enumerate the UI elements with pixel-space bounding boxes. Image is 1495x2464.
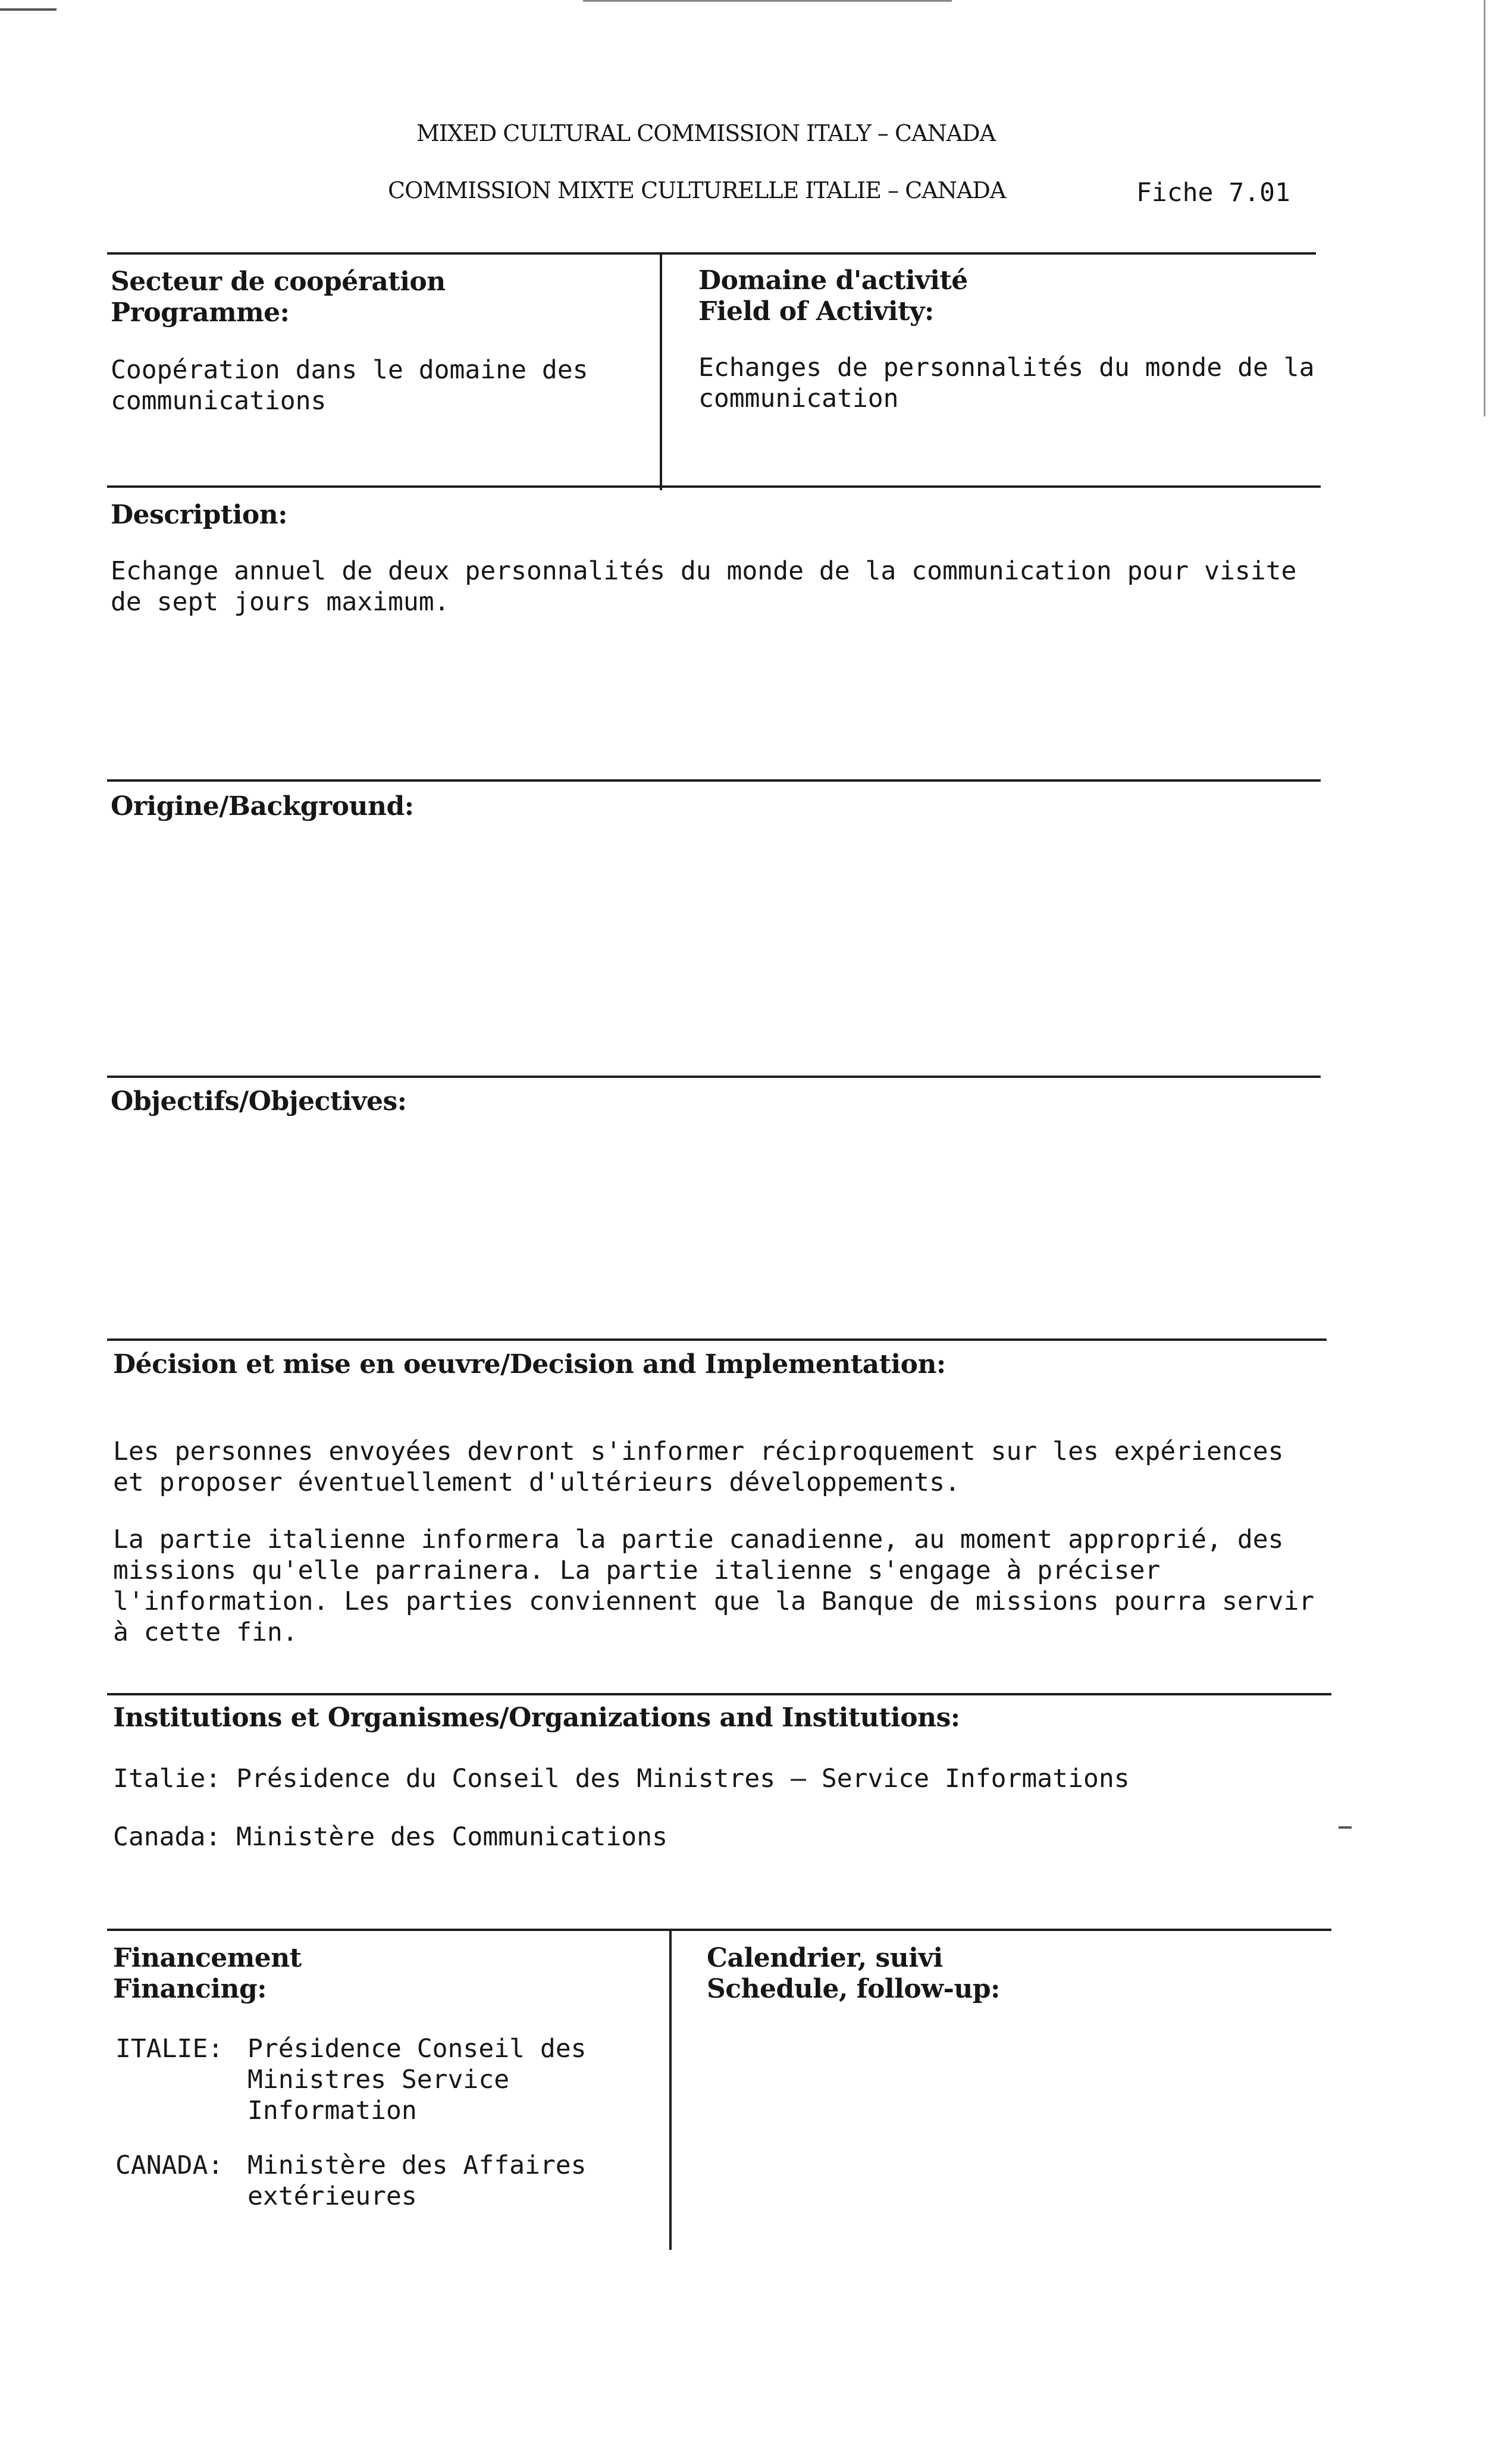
financing-label-line-2: Financing: [113, 1974, 267, 2004]
financing-italy-key: ITALIE: [115, 2034, 224, 2064]
field-label-line-2: Field of Activity: [698, 296, 934, 327]
description-label: Description: [111, 500, 287, 530]
objectives-label: Objectifs/Objectives: [111, 1086, 407, 1117]
field-value: Echanges de personnalités du monde de la communication [698, 353, 1330, 413]
financing-canada-key: CANADA: [115, 2150, 224, 2180]
sector-label [111, 267, 646, 328]
decision-top-rule [107, 1338, 1327, 1341]
institutions-canada: Canada: Ministère des Communications [113, 1822, 667, 1852]
schedule-label-line-1: Calendrier, suivi [707, 1943, 943, 1973]
background-top-rule [107, 779, 1321, 782]
top-box-divider [660, 252, 662, 490]
decision-label: Décision et mise en oeuvre/Decision and Implementation: [113, 1349, 946, 1380]
field-label-line-1: Domaine d'activité [698, 265, 968, 296]
sector-label-line-2: Programme: [111, 297, 290, 328]
scan-mark-right [1339, 1826, 1352, 1829]
fiche-number: Fiche 7.01 [1136, 178, 1290, 208]
sector-label-line-1: Secteur de coopération [111, 267, 446, 297]
scan-mark-top [583, 0, 952, 2]
field-label [698, 265, 1293, 327]
background-label: Origine/Background: [111, 791, 414, 822]
top-box-bottom-rule [107, 485, 1321, 488]
top-box-top-rule [107, 252, 1316, 255]
scan-mark-top-left [0, 8, 57, 11]
title-english: MIXED CULTURAL COMMISSION ITALY – CANADA [416, 120, 996, 146]
financing-italy-value: Présidence Conseil des Ministres Service Information [247, 2034, 602, 2126]
scan-mark-right-edge [1484, 0, 1485, 416]
institutions-label: Institutions et Organismes/Organizations and Institutions: [113, 1703, 960, 1733]
schedule-label-line-2: Schedule, follow-up: [707, 1974, 1000, 2004]
institutions-italy: Italie: Présidence du Conseil des Ministres – Service Informations [113, 1764, 1130, 1794]
institutions-top-rule [107, 1693, 1331, 1695]
financing-label [113, 1943, 648, 2005]
title-french: COMMISSION MIXTE CULTURELLE ITALIE – CANADA [388, 177, 1006, 203]
bottom-box-top-rule [107, 1929, 1331, 1931]
decision-paragraph-2: La partie italienne informera la partie canadienne, au moment approprié, des missions qu'elle parrainera. La partie italienne s'engage à préciser l'information. Les parties conviennent que la Banque de missions pourra servir à cette fin. [113, 1525, 1330, 1647]
bottom-box-divider [669, 1929, 672, 2250]
financing-canada-value: Ministère des Affaires extérieures [247, 2150, 602, 2211]
financing-label-line-1: Financement [113, 1943, 302, 1973]
decision-paragraph-1: Les personnes envoyées devront s'informer réciproquement sur les expériences et proposer éventuellement d'ultérieurs développements. [113, 1437, 1299, 1497]
sector-value: Coopération dans le domaine des communications [111, 355, 604, 416]
schedule-label [707, 1943, 1302, 2005]
description-text: Echange annuel de deux personnalités du monde de la communication pour visite de sept jours maximum. [111, 556, 1312, 617]
objectives-top-rule [107, 1076, 1321, 1078]
